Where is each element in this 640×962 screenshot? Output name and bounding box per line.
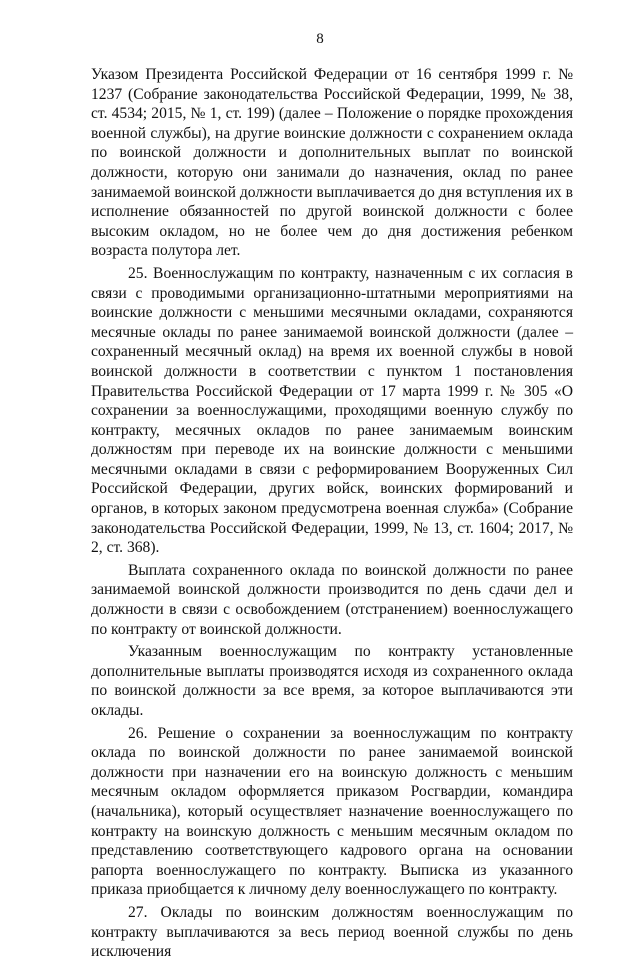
- paragraph-item-27: 27. Оклады по воинским должностям военнослужащим по контракту выплачиваются за весь период военной службы по день исключения: [91, 903, 573, 961]
- paragraph-saved-salary-payment: Выплата сохраненного оклада по воинской должности по ранее занимаемой воинской должности производится по день сдачи дел и должности в связи с освобождением (отстранением) военнослужащего по контракту от воинской должности.: [91, 561, 573, 638]
- paragraph-additional-payments: Указанным военнослужащим по контракту установленные дополнительные выплаты производятся исходя из сохраненного оклада по воинской должности за все время, за которое выплачиваются эти оклады.: [91, 643, 573, 719]
- paragraph-item-25: 25. Военнослужащим по контракту, назначенным с их согласия в связи с проводимыми организационно-штатными мероприятиями на воинские должности с меньшими месячными окладами, сохраняются месячные оклады по ранее занимаемой воинской должности (далее – сохраненный месячный оклад) на время их военной службы в новой воинской должности в соответствии с пунктом 1 постановления Правительства Российской Федерации от 17 марта 1999 г. № 305 «О сохранении за военнослужащими, проходящими военную службу по контракту, месячных окладов по ранее занимаемым воинским должностям при переводе их на воинские должности с меньшими месячными окладами в связи с реформированием Вооруженных Сил Российской Федерации, других войск, воинских формирований и органов, в которых законом предусмотрена военная служба» (Собрание законодательства Российской Федерации, 1999, № 13, ст. 1604; 2017, № 2, ст. 368).: [91, 264, 573, 557]
- paragraph-item-26: 26. Решение о сохранении за военнослужащим по контракту оклада по воинской должности по ранее занимаемой воинской должности при назначении его на воинскую должность с меньшим месячным окладом оформляется приказом Росгвардии, командира (начальника), который осуществляет назначение военнослужащего по контракту на воинскую должность с меньшим месячным окладом по представлению соответствующего кадрового органа на основании рапорта военнослужащего по контракту. Выписка из указанного приказа приобщается к личному делу военнослужащего по контракту.: [91, 724, 573, 899]
- paragraph-continuation: Указом Президента Российской Федерации от 16 сентября 1999 г. № 1237 (Собрание законодательства Российской Федерации, 1999, № 38, ст. 4534; 2015, № 1, ст. 199) (далее – Положение о порядке прохождения военной службы), на другие воинские должности с сохранением оклада по воинской должности и дополнительных выплат по воинской должности, которую они занимали до назначения, оклад по ранее занимаемой воинской должности выплачивается до дня вступления их в исполнение обязанностей по другой воинской должности с более высоким окладом, но не более чем до дня достижения ребенком возраста полутора лет.: [91, 66, 573, 260]
- page-number: 8: [316, 31, 324, 47]
- document-body: [91, 65, 573, 962]
